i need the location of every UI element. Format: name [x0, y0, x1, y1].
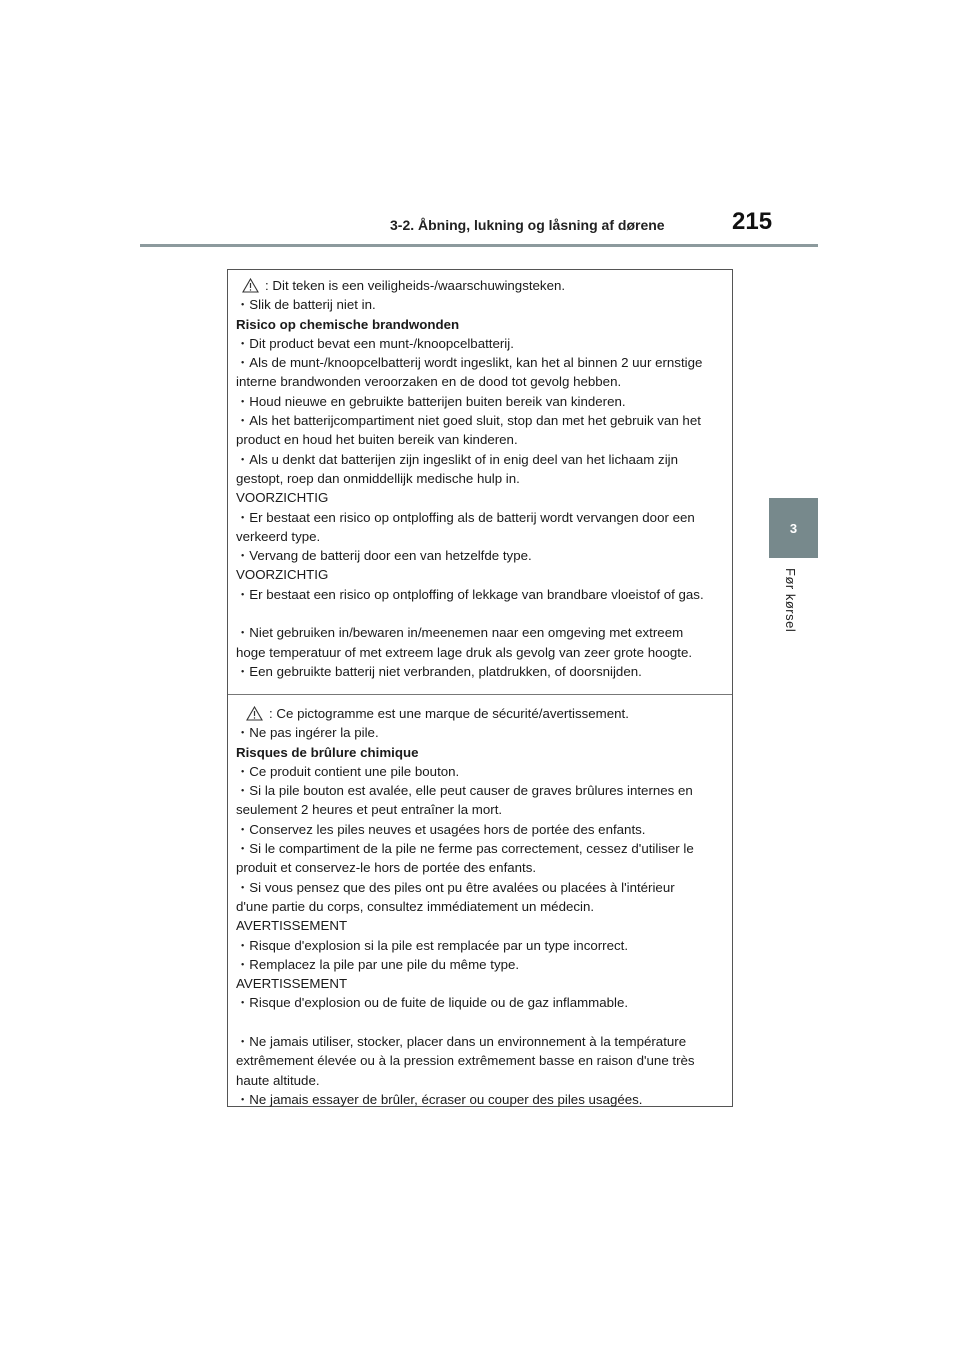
- notice-line: ・Vervang de batterij door een van hetzelfde type.: [236, 548, 532, 564]
- warning-line-nl: [236, 276, 728, 295]
- notice-line: ・Als de munt-/knoopcelbatterij wordt ingeslikt, kan het al binnen 2 uur ernstige: [236, 355, 703, 371]
- notice-line: ・Risque d'explosion si la pile est remplacée par un type incorrect.: [236, 937, 629, 953]
- notice-line: AVERTISSEMENT: [236, 976, 348, 992]
- notice-line: product en houd het buiten bereik van kinderen.: [236, 432, 518, 448]
- notice-line: ・Si le compartiment de la pile ne ferme pas correctement, cessez d'utiliser le: [236, 841, 694, 857]
- notice-line: haute altitude.: [236, 1072, 320, 1088]
- notice-french: [236, 704, 728, 1109]
- notice-line: ・Er bestaat een risico op ontploffing als de batterij wordt vervangen door een: [236, 509, 695, 525]
- notice-line: ・Als u denkt dat batterijen zijn ingeslikt of in enig deel van het lichaam zijn: [236, 451, 678, 467]
- notice-line: ・Ne jamais utiliser, stocker, placer dans un environnement à la température: [236, 1034, 687, 1050]
- notice-line: ・Houd nieuwe en gebruikte batterijen buiten bereik van kinderen.: [236, 393, 626, 409]
- notice-lines-nl: [236, 295, 728, 681]
- notice-line: ・Risque d'explosion ou de fuite de liquide ou de gaz inflammable.: [236, 995, 629, 1011]
- notice-line: [236, 604, 728, 623]
- notice-line: ・Ne pas ingérer la pile.: [236, 725, 379, 741]
- notice-line: ・Een gebruikte batterij niet verbranden, platdrukken, of doorsnijden.: [236, 663, 642, 679]
- chapter-tab: [769, 498, 818, 558]
- section-title: 3-2. Åbning, lukning og låsning af dørene: [390, 217, 665, 233]
- notice-line: hoge temperatuur of met extreem lage druk als gevolg van zeer grote hoogte.: [236, 644, 693, 660]
- notice-line: ・Si vous pensez que des piles ont pu être avalées ou placées à l'intérieur: [236, 879, 675, 895]
- notice-dutch: [236, 276, 728, 681]
- warning-triangle-icon: [242, 278, 259, 293]
- notice-divider: [228, 694, 732, 695]
- notice-line: produit et conservez-le hors de portée des enfants.: [236, 860, 537, 876]
- battery-notice-box: [227, 269, 733, 1107]
- header-divider: [140, 244, 818, 247]
- notice-line: verkeerd type.: [236, 528, 321, 544]
- notice-line: ・Ce produit contient une pile bouton.: [236, 763, 460, 779]
- chapter-label: Før kørsel: [783, 568, 798, 633]
- warning-text-fr: : Ce pictogramme est une marque de sécurité/avertissement.: [269, 706, 629, 721]
- notice-line: Risques de brûlure chimique: [236, 744, 419, 760]
- notice-line: seulement 2 heures et peut entraîner la mort.: [236, 802, 503, 818]
- notice-line: ・Ne jamais essayer de brûler, écraser ou couper des piles usagées.: [236, 1091, 643, 1107]
- notice-line: interne brandwonden veroorzaken en de dood tot gevolg hebben.: [236, 374, 622, 390]
- page-number: 215: [732, 208, 773, 235]
- notice-line: gestopt, roep dan onmiddellijk medische hulp in.: [236, 470, 520, 486]
- notice-line: ・Er bestaat een risico op ontploffing of lekkage van brandbare vloeistof of gas.: [236, 586, 704, 602]
- notice-line: VOORZICHTIG: [236, 567, 329, 583]
- notice-line: d'une partie du corps, consultez immédiatement un médecin.: [236, 898, 595, 914]
- notice-line: AVERTISSEMENT: [236, 918, 348, 934]
- chapter-number: 3: [789, 520, 798, 536]
- notice-line: extrêmement élevée ou à la pression extrêmement basse en raison d'une très: [236, 1053, 695, 1069]
- notice-line: ・Als het batterijcompartiment niet goed sluit, stop dan met het gebruik van het: [236, 413, 701, 429]
- warning-line-fr: [236, 704, 728, 723]
- notice-line: VOORZICHTIG: [236, 490, 329, 506]
- notice-line: Risico op chemische brandwonden: [236, 316, 460, 332]
- notice-lines-fr: [236, 723, 728, 1109]
- notice-line: ・Dit product bevat een munt-/knoopcelbatterij.: [236, 335, 514, 351]
- notice-line: [236, 1013, 728, 1032]
- notice-line: ・Si la pile bouton est avalée, elle peut causer de graves brûlures internes en: [236, 783, 693, 799]
- notice-line: ・Niet gebruiken in/bewaren in/meenemen naar een omgeving met extreem: [236, 625, 684, 641]
- notice-line: ・Conservez les piles neuves et usagées hors de portée des enfants.: [236, 821, 646, 837]
- warning-text-nl: : Dit teken is een veiligheids-/waarschuwingsteken.: [265, 278, 566, 293]
- notice-line: ・Remplacez la pile par une pile du même type.: [236, 956, 520, 972]
- warning-triangle-icon: [246, 706, 263, 721]
- notice-line: ・Slik de batterij niet in.: [236, 297, 376, 313]
